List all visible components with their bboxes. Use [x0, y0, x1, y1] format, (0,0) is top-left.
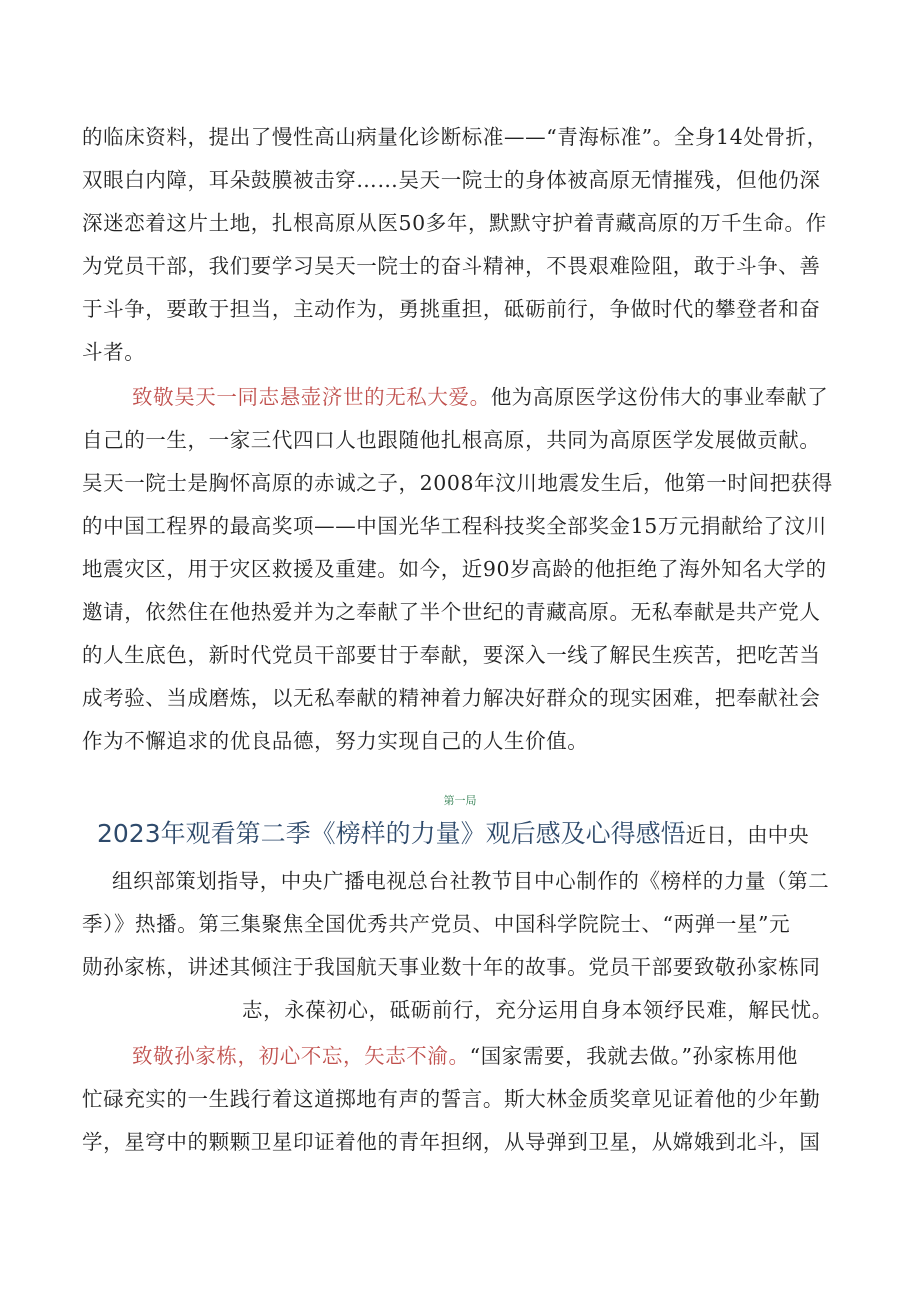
intro-line-4: 志，永葆初心，砥砺前行，充分运用自身本领纾民难，解民忧。 — [242, 998, 833, 1022]
p1-line-4: 为党员干部，我们要学习吴天一院士的奋斗精神，不畏艰难险阻，敢于斗争、善 — [82, 254, 821, 278]
p2-line-1 — [132, 383, 828, 411]
p1-line-1: 的临床资料，提出了慢性高山病量化诊断标准——“青海标准”。全身14处骨折， — [82, 125, 828, 149]
intro-line-1: 组织部策划指导，中央广播电视总台社教节目中心制作的《榜样的力量（第二 — [112, 869, 830, 893]
p3-line-3: 学，星穹中的颗颗卫星印证着他的青年担纲，从导弹到卫星，从嫦娥到北斗，国 — [82, 1130, 821, 1154]
section-title-tail: 近日，由中央 — [685, 823, 809, 847]
p2-line-5: 地震灾区，用于灾区救援及重建。如今，近90岁高龄的他拒绝了海外知名大学的 — [82, 557, 827, 581]
p2-line-8: 成考验、当成磨炼，以无私奉献的精神着力解决好群众的现实困难，把奉献社会 — [82, 686, 821, 710]
p2-line-1-rest: 他为高原医学这份伟大的事业奉献了 — [490, 385, 829, 409]
intro-line-3: 勋孙家栋，讲述其倾注于我国航天事业数十年的故事。党员干部要致敬孙家栋同 — [82, 955, 821, 979]
p2-line-7: 的人生底色，新时代党员干部要甘于奉献，要深入一线了解民生疾苦，把吃苦当 — [82, 643, 821, 667]
p1-line-2: 双眼白内障，耳朵鼓膜被击穿……吴天一院士的身体被高原无情摧残，但他仍深 — [82, 168, 821, 192]
p1-line-5: 于斗争，要敢于担当，主动作为，勇挑重担，砥砺前行，争做时代的攀登者和奋 — [82, 297, 821, 321]
p2-line-3: 吴天一院士是胸怀高原的赤诚之子，2008年汶川地震发生后，他第一时间把获得 — [82, 471, 833, 495]
section-label: 第一局 — [443, 794, 477, 807]
p2-highlight: 致敬吴天一同志悬壶济世的无私大爱。 — [132, 385, 491, 409]
p3-line-1-rest: “国家需要，我就去做。”孙家栋用他 — [469, 1044, 799, 1068]
p2-line-6: 邀请，依然住在他热爱并为之奉献了半个世纪的青藏高原。无私奉献是共产党人 — [82, 600, 821, 624]
section-heading-line — [97, 817, 809, 852]
p3-line-2: 忙碌充实的一生践行着这道掷地有声的誓言。斯大林金质奖章见证着他的少年勤 — [82, 1087, 821, 1111]
p3-highlight: 致敬孙家栋，初心不忘，矢志不渝。 — [132, 1044, 470, 1068]
p1-line-6: 斗者。 — [82, 340, 146, 364]
p2-line-4: 的中国工程界的最高奖项——中国光华工程科技奖全部奖金15万元捐献给了汶川 — [82, 514, 827, 538]
p3-line-1 — [132, 1042, 798, 1070]
p2-line-9: 作为不懈追求的优良品德，努力实现自己的人生价值。 — [82, 729, 589, 753]
section-title: 2023年观看第二季《榜样的力量》观后感及心得感悟 — [97, 819, 686, 848]
intro-line-2: 季）》热播。第三集聚焦全国优秀共产党员、中国科学院院士、“两弹一星”元 — [82, 912, 791, 936]
p2-line-2: 自己的一生，一家三代四口人也跟随他扎根高原，共同为高原医学发展做贡献。 — [82, 428, 821, 452]
p1-line-3: 深迷恋着这片土地，扎根高原从医50多年，默默守护着青藏高原的万千生命。作 — [82, 211, 827, 235]
